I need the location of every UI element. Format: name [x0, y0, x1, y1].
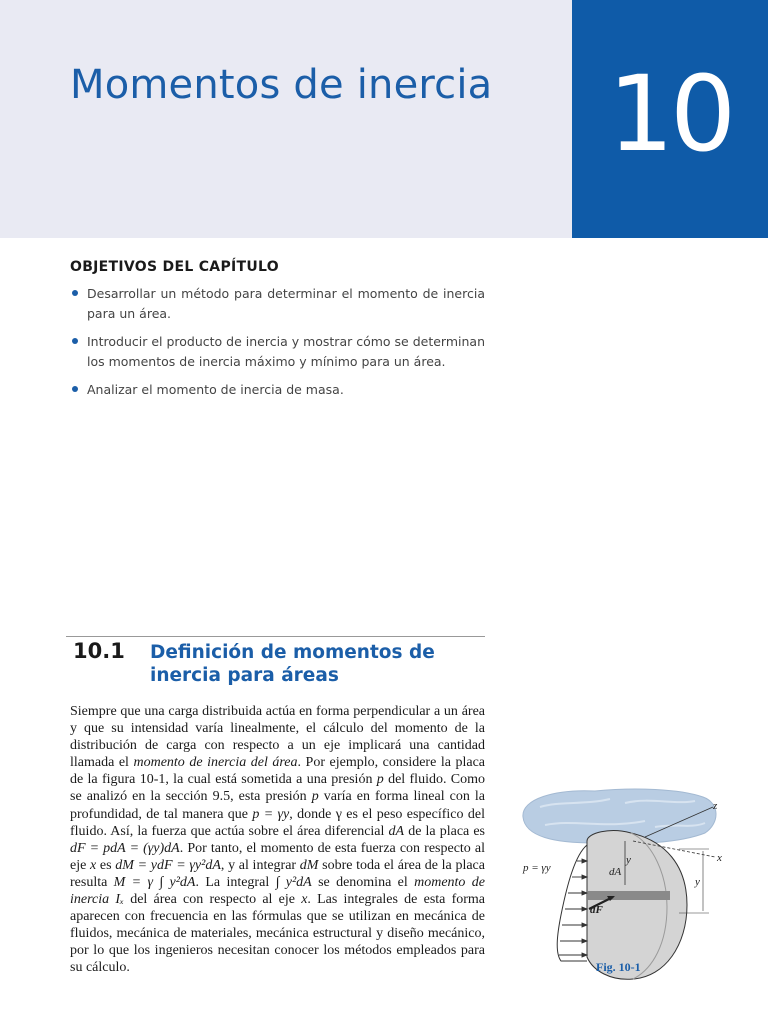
figure-caption: Fig. 10-1: [596, 960, 641, 974]
objective-item: [70, 380, 485, 400]
chapter-title: Momentos de inercia: [70, 62, 493, 108]
section-title: Definición de momentos de inercia para áreas: [150, 642, 435, 686]
label-z: z: [713, 800, 718, 812]
bullet-icon: [72, 290, 78, 296]
objective-item: [70, 284, 485, 324]
objective-text: Analizar el momento de inercia de masa.: [87, 382, 344, 397]
label-y-axis: y: [626, 854, 631, 866]
objective-text: Desarrollar un método para determinar el momento de inercia para un área.: [87, 286, 485, 321]
label-y-dimension: y: [695, 876, 700, 888]
label-dF: dF: [590, 904, 603, 916]
objective-text: Introducir el producto de inercia y mostrar cómo se determinan los momentos de inercia máximo y mínimo para un área.: [87, 334, 486, 369]
chapter-number-box: [572, 0, 768, 238]
section-number: 10.1: [73, 639, 125, 663]
pressure-arrows: [559, 859, 587, 957]
body-paragraph: Siempre que una carga distribuida actúa en forma perpendicular a un área y que su intensidad varía linealmente, el cálculo del momento de la distribución de carga con respecto a un eje implicará una cantidad llamada el momento de inercia del área. Por ejemplo, considere la placa de la figura 10-1, la cual está sometida a una presión p del fluido. Como se analizó en la sección 9.5, esta presión p varía en forma lineal con la profundidad, de tal manera que p = γy, donde γ es el peso específico del fluido. Así, la fuerza que actúa sobre el área diferencial dA de la placa es dF = pdA = (γy)dA. Por tanto, el momento de esta fuerza con respecto al eje x es dM = ydF = γy²dA, y al integrar dM sobre toda el área de la placa resulta M = γ ∫ y²dA. La integral ∫ y²dA se denomina el momento de inercia Iₓ del área con respecto al eje x. Las integrales de esta forma aparecen con frecuencia en las fórmulas que se utilizan en mecánica de fluidos, mecánica de materiales, mecánica estructural y diseño mecánico, por lo que los ingenieros necesitan conocer los métodos empleados para su cálculo.: [70, 704, 486, 976]
chapter-header-band: [0, 0, 572, 238]
section-divider: [66, 636, 485, 637]
objectives-list: [70, 284, 485, 408]
objectives-heading: OBJETIVOS DEL CAPÍTULO: [70, 259, 279, 275]
objective-item: [70, 332, 485, 372]
label-dA: dA: [609, 866, 622, 878]
dA-strip: [588, 891, 670, 900]
label-x: x: [717, 852, 722, 864]
chapter-number: 10: [607, 53, 733, 175]
plate-pressure-figure: [515, 785, 755, 985]
bullet-icon: [72, 338, 78, 344]
label-pressure: p = γy: [523, 862, 551, 874]
bullet-icon: [72, 386, 78, 392]
